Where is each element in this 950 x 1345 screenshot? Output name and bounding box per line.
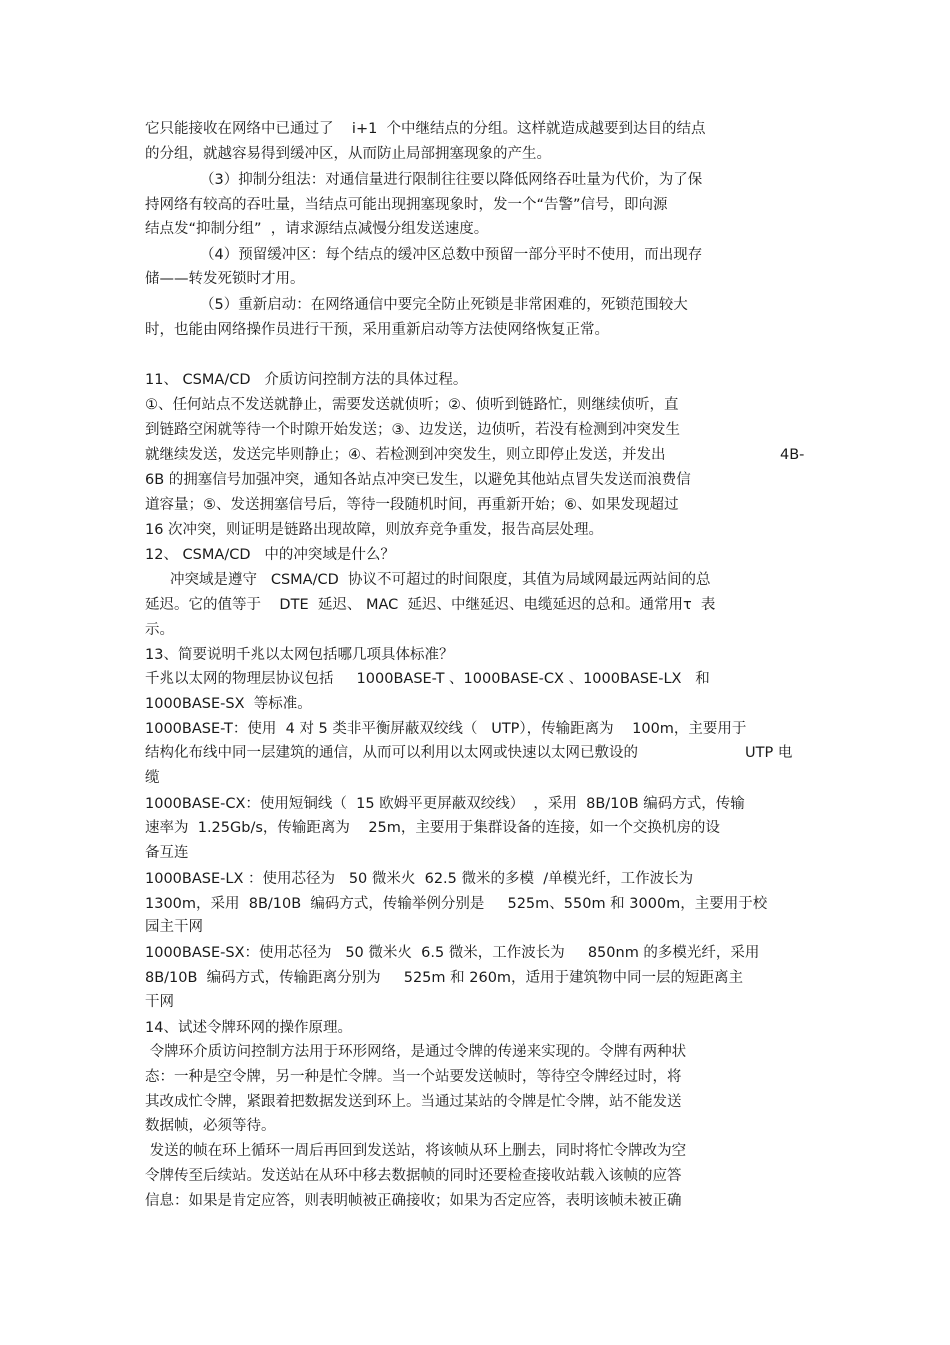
text-line: 16 次冲突，则证明是链路出现故障，则放弃竞争重发，报告高层处理。	[145, 522, 604, 538]
text-line: 令牌环介质访问控制方法用于环形网络，是通过令牌的传递来实现的。令牌有两种状	[145, 1044, 687, 1060]
text-line: 示。	[145, 622, 174, 638]
text-line: 时，也能由网络操作员进行干预，采用重新启动等方法使网络恢复正常。	[145, 322, 609, 338]
text-line: 信息：如果是肯定应答，则表明帧被正确接收；如果为否定应答，表明该帧未被正确	[145, 1193, 682, 1209]
text-line: 的分组，就越容易得到缓冲区，从而防止局部拥塞现象的产生。	[145, 146, 551, 162]
text-line: 4B-	[780, 447, 805, 463]
text-line: 园主干网	[145, 919, 203, 935]
text-line: 备互连	[145, 845, 189, 861]
text-line: 它只能接收在网络中已通过了 i+1 个中继结点的分组。这样就造成越要到达目的结点	[145, 121, 706, 137]
text-line: 8B/10B 编码方式，传输距离分别为 525m 和 260m，适用于建筑物中同一层的短距离主	[145, 970, 744, 986]
text-line: （3）抑制分组法：对通信量进行限制往往要以降低网络吞吐量为代价，为了保	[200, 172, 703, 188]
text-line: 1000BASE-CX：使用短铜线（ 15 欧姆平更屏蔽双绞线） ，采用 8B/10B 编码方式，传输	[145, 796, 745, 812]
text-line: 数据帧，必须等待。	[145, 1118, 276, 1134]
text-line: 结点发“抑制分组” ，请求源结点减慢分组发送速度。	[145, 221, 489, 237]
text-line: （5）重新启动：在网络通信中要完全防止死锁是非常困难的，死锁范围较大	[200, 297, 688, 313]
text-line: 储——转发死锁时才用。	[145, 271, 305, 287]
question-heading: 14、试述令牌环网的操作原理。	[145, 1020, 352, 1036]
text-line: ①、任何站点不发送就静止，需要发送就侦听；②、侦听到链路忙，则继续侦听，直	[145, 397, 679, 413]
question-heading: 13、简要说明千兆以太网包括哪几项具体标准？	[145, 647, 454, 663]
text-line: 千兆以太网的物理层协议包括 1000BASE-T 、1000BASE-CX 、1000BASE-LX 和	[145, 671, 710, 687]
text-line: 1300m，采用 8B/10B 编码方式，传输举例分别是 525m、550m 和 3000m，主要用于校	[145, 896, 768, 912]
text-line: 结构化布线中同一层建筑的通信，从而可以利用以太网或快速以太网已敷设的	[145, 745, 638, 761]
text-line: 1000BASE-SX 等标准。	[145, 696, 312, 712]
text-line: 发送的帧在环上循环一周后再回到发送站，将该帧从环上删去，同时将忙令牌改为空	[145, 1143, 687, 1159]
text-line: 到链路空闲就等待一个时隙开始发送；③、边发送，边侦听，若没有检测到冲突发生	[145, 422, 680, 438]
text-line: 干网	[145, 994, 174, 1010]
text-line: 1000BASE-T：使用 4 对 5 类非平衡屏蔽双绞线（ UTP），传输距离为 100m，主要用于	[145, 721, 747, 737]
text-line: 速率为 1.25Gb/s，传输距离为 25m，主要用于集群设备的连接，如一个交换机房的设	[145, 820, 720, 836]
text-line: 缆	[145, 770, 160, 786]
text-line: 道容量；⑤、发送拥塞信号后，等待一段随机时间，再重新开始；⑥、如果发现超过	[145, 497, 679, 513]
text-line: 持网络有较高的吞吐量，当结点可能出现拥塞现象时，发一个“告警”信号，即向源	[145, 197, 668, 213]
question-heading: 11、 CSMA/CD 介质访问控制方法的具体过程。	[145, 372, 468, 388]
text-line: （4）预留缓冲区：每个结点的缓冲区总数中预留一部分平时不使用，而出现存	[200, 247, 703, 263]
text-line: 就继续发送，发送完毕则静止；④、若检测到冲突发生，则立即停止发送，并发出	[145, 447, 666, 463]
text-line: 令牌传至后续站。发送站在从环中移去数据帧的同时还要检查接收站载入该帧的应答	[145, 1168, 682, 1184]
text-line: 1000BASE-LX ：使用芯径为 50 微米火 62.5 微米的多模 /单模光纤，工作波长为	[145, 871, 694, 887]
text-line: UTP 电	[745, 745, 793, 761]
text-line: 延迟。它的值等于 DTE 延迟、 MAC 延迟、中继延迟、电缆延迟的总和。通常用τ 表	[145, 597, 716, 613]
text-line: 1000BASE-SX：使用芯径为 50 微米火 6.5 微米，工作波长为 850nm 的多模光纤，采用	[145, 945, 760, 961]
question-heading: 12、 CSMA/CD 中的冲突域是什么？	[145, 547, 395, 563]
text-line: 态：一种是空令牌，另一种是忙令牌。当一个站要发送帧时，等待空令牌经过时，将	[145, 1069, 682, 1085]
text-line: 其改成忙令牌，紧跟着把数据发送到环上。当通过某站的令牌是忙令牌，站不能发送	[145, 1094, 682, 1110]
text-line: 6B 的拥塞信号加强冲突，通知各站点冲突已发生，以避免其他站点冒失发送而浪费信	[145, 472, 691, 488]
text-line: 冲突域是遵守 CSMA/CD 协议不可超过的时间限度，其值为局域网最远两站间的总	[170, 572, 711, 588]
